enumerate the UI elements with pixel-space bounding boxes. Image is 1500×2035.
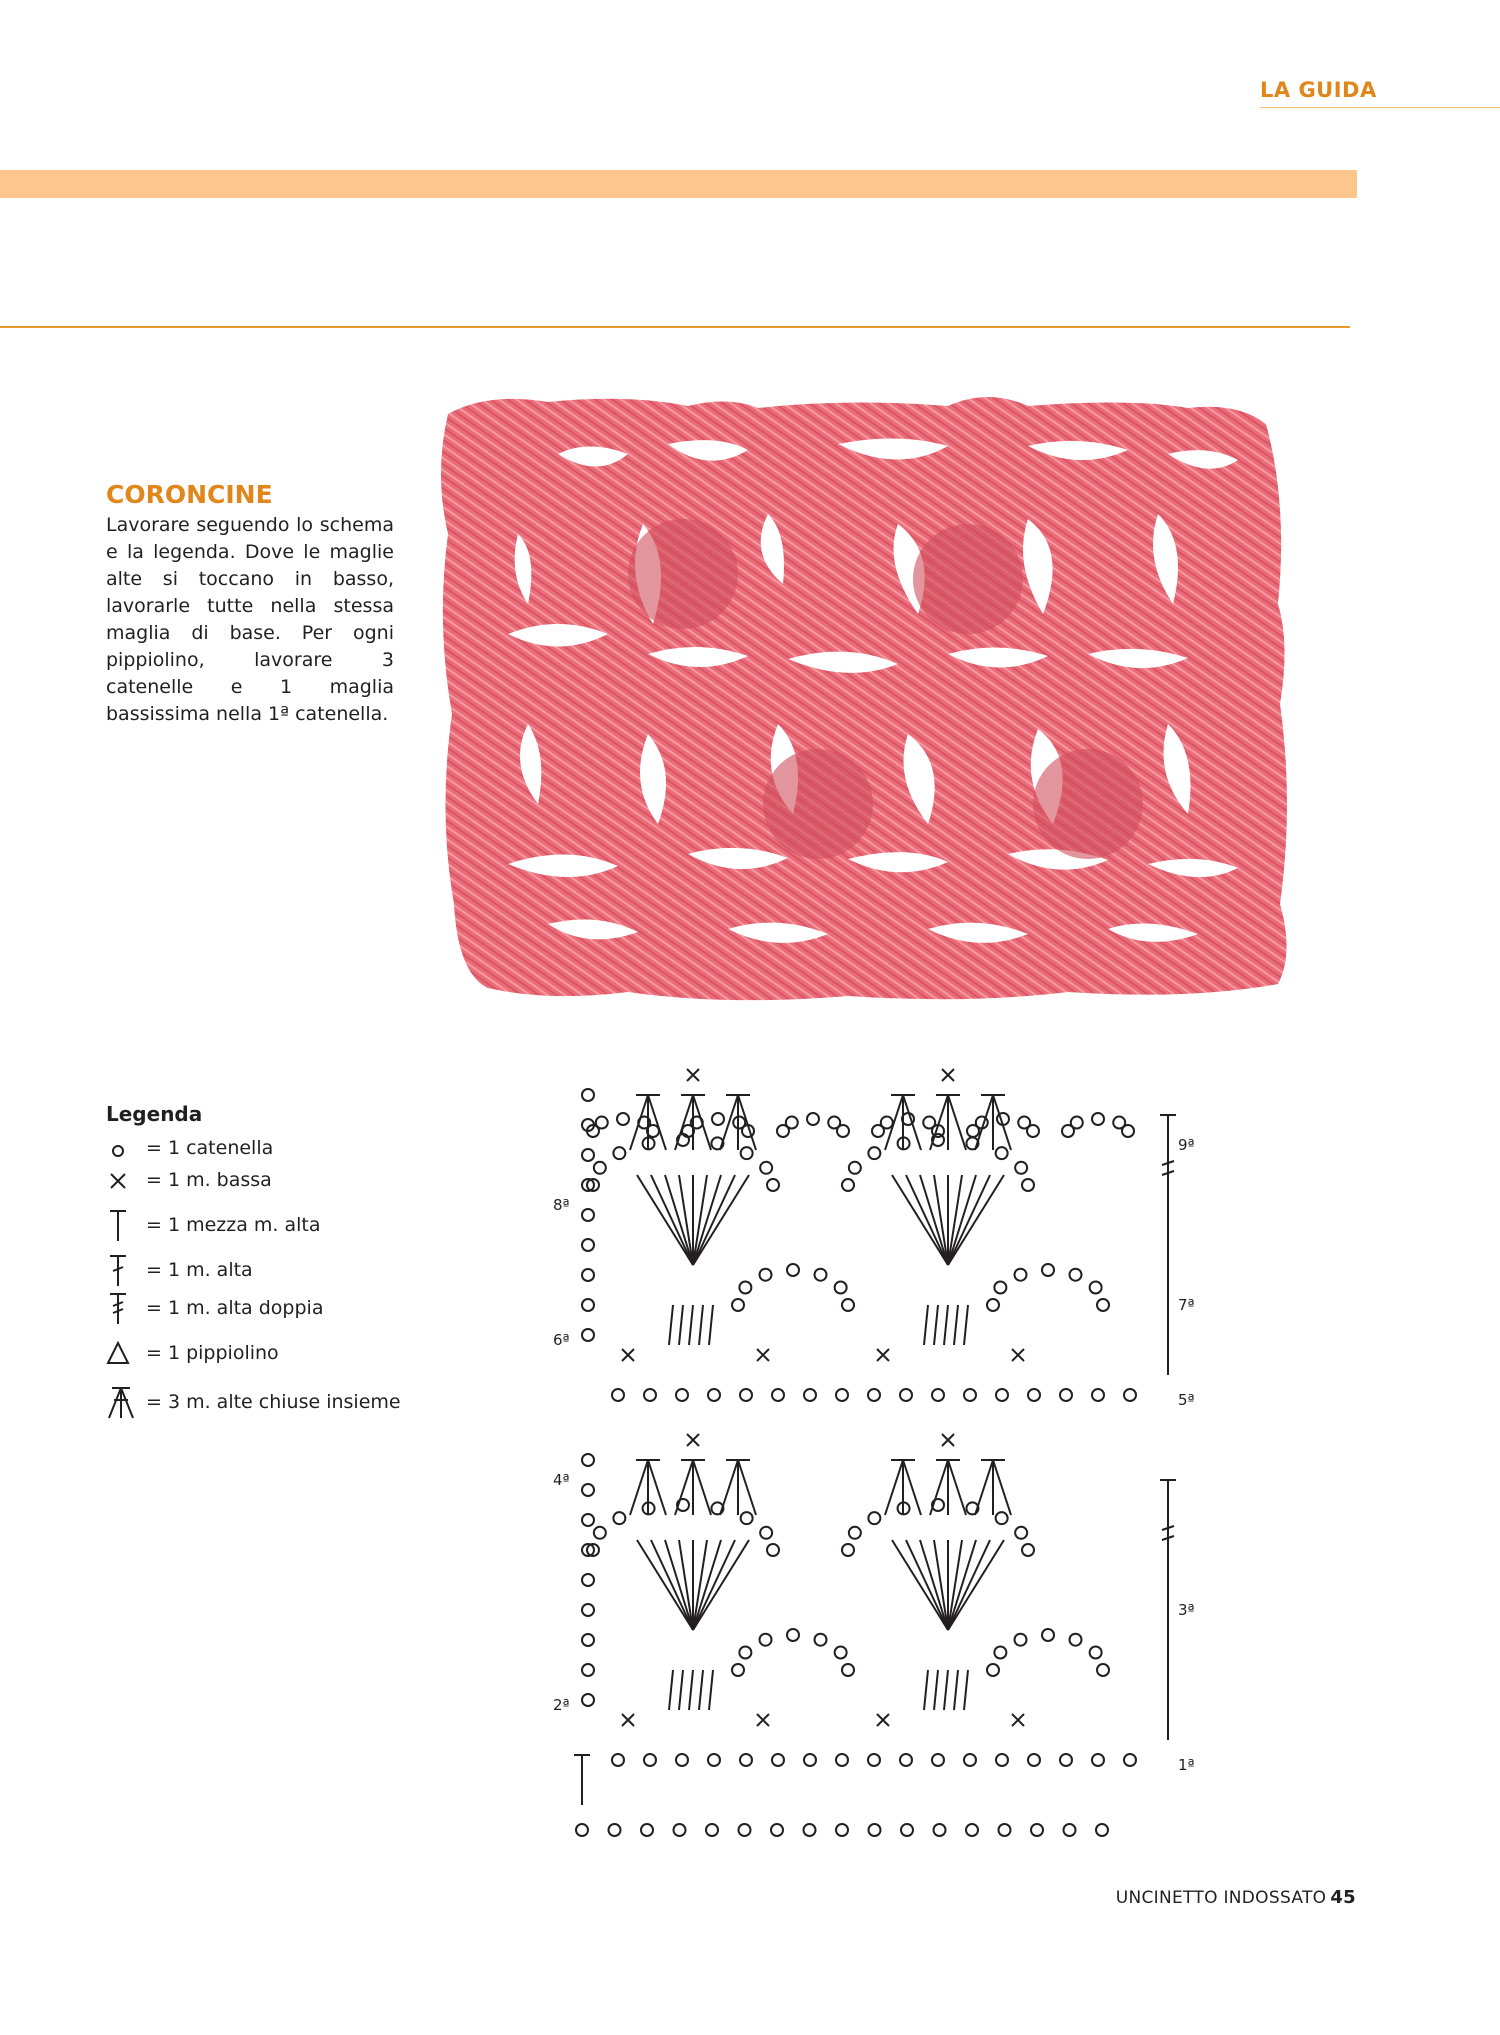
chart-chain-stitch [1015,1527,1027,1539]
chart-chain-stitch [582,1299,594,1311]
chart-post [964,1305,968,1345]
chart-chain-stitch [760,1269,772,1281]
chart-row-label: 3ª [1178,1601,1195,1619]
legend-label: = 1 m. alta doppia [146,1297,324,1319]
chart-chain-stitch [674,1824,686,1836]
chart-chain-stitch [964,1754,976,1766]
chart-chain-stitch [996,1147,1008,1159]
chart-chain-stitch [582,1454,594,1466]
chart-cluster-leg [903,1460,921,1515]
chart-chain-stitch [1096,1824,1108,1836]
chart-post [944,1305,948,1345]
chart-chain-stitch [612,1754,624,1766]
chart-row-label: 8ª [553,1196,570,1214]
chart-chain-stitch [613,1147,625,1159]
chart-chain-stitch [582,1514,594,1526]
chart-chain-stitch [901,1824,913,1836]
chart-post [689,1305,693,1345]
chart-chain-stitch [760,1634,772,1646]
chart-chain-stitch [900,1389,912,1401]
chart-post [934,1305,938,1345]
header-band [0,170,1357,198]
chart-fan-stitch [948,1540,1004,1630]
chart-fan-stitch [948,1540,976,1630]
chart-single-crochet [942,1069,954,1081]
chart-post [669,1305,673,1345]
chart-chain-stitch [868,1389,880,1401]
chart-chain-stitch [849,1527,861,1539]
chart-chain-stitch [582,1604,594,1616]
chart-chain-stitch [576,1824,588,1836]
chart-chain-stitch [1092,1389,1104,1401]
chart-chain-stitch [594,1162,606,1174]
section-tag: LA GUIDA [1260,78,1377,102]
chart-chain-stitch [835,1647,847,1659]
chart-single-crochet [687,1434,699,1446]
chart-post [689,1670,693,1710]
chart-fan-stitch [693,1540,721,1630]
chart-single-crochet [687,1069,699,1081]
magazine-name: UNCINETTO INDOSSATO [1115,1888,1327,1908]
chart-chain-stitch [732,1664,744,1676]
chart-chain-stitch [708,1389,720,1401]
chart-chain-stitch [712,1113,724,1125]
chart-chain-stitch [582,1149,594,1161]
chart-fan-stitch [665,1175,693,1265]
chart-chain-stitch [1027,1125,1039,1137]
chart-chain-stitch [1015,1269,1027,1281]
chart-chain-stitch [1031,1824,1043,1836]
chart-chain-stitch [835,1282,847,1294]
chart-fan-stitch [920,1175,948,1265]
chart-chain-stitch [842,1544,854,1556]
chart-post [709,1670,713,1710]
picot-icon [106,1335,140,1371]
chart-chain-stitch [804,1824,816,1836]
chain-stitch-icon [106,1130,140,1166]
chart-chain-stitch [609,1824,621,1836]
chart-chain-stitch [582,1329,594,1341]
chart-chain-stitch [739,1282,751,1294]
legend-label: = 1 mezza m. alta [146,1214,321,1236]
chart-fan-stitch [892,1540,948,1630]
chart-chain-stitch [1028,1389,1040,1401]
chart-chain-stitch [1097,1664,1109,1676]
chart-fan-stitch [665,1540,693,1630]
chart-single-crochet [877,1349,889,1361]
chart-chain-stitch [582,1209,594,1221]
chart-fan-stitch [693,1175,721,1265]
chart-chain-stitch [868,1512,880,1524]
chart-chain-stitch [996,1512,1008,1524]
chart-cluster-leg [720,1460,738,1515]
chart-chain-stitch [987,1664,999,1676]
legend-label: = 1 m. bassa [146,1169,272,1191]
chart-chain-stitch [932,1754,944,1766]
chart-fan-stitch [892,1175,948,1265]
half-double-crochet-icon [106,1207,140,1243]
pattern-title: CORONCINE [106,480,273,509]
chart-fan-stitch [637,1175,693,1265]
chart-chain-stitch [741,1147,753,1159]
chart-chain-stitch [767,1544,779,1556]
chart-chain-stitch [1042,1629,1054,1641]
chart-cluster-leg [930,1095,948,1150]
chart-chain-stitch [842,1179,854,1191]
legend-label: = 1 catenella [146,1137,274,1159]
crochet-swatch-photo [428,384,1308,1024]
chart-chain-stitch [1090,1282,1102,1294]
chart-chain-stitch [596,1117,608,1129]
legend-item-single-crochet [106,1162,272,1198]
chart-chain-stitch [836,1389,848,1401]
chart-chain-stitch [1092,1754,1104,1766]
chart-chain-stitch [740,1389,752,1401]
chart-chain-stitch [1122,1125,1134,1137]
chart-chain-stitch [676,1389,688,1401]
chart-chain-stitch [760,1527,772,1539]
crochet-chart [553,1105,1208,1855]
chart-fan-stitch [693,1540,749,1630]
chart-chain-stitch [994,1647,1006,1659]
chart-chain-stitch [786,1117,798,1129]
chart-chain-stitch [1022,1544,1034,1556]
chart-single-crochet [942,1434,954,1446]
chart-chain-stitch [739,1824,751,1836]
chart-chain-stitch [1028,1754,1040,1766]
chart-chain-stitch [869,1824,881,1836]
legend-item-dc3tog [106,1384,401,1420]
legend-item-treble [106,1290,323,1326]
chart-chain-stitch [1070,1269,1082,1281]
chart-chain-stitch [771,1824,783,1836]
chart-single-crochet [622,1714,634,1726]
chart-row-label: 7ª [1178,1296,1195,1314]
chart-post [954,1305,958,1345]
chart-chain-stitch [836,1754,848,1766]
chart-chain-stitch [641,1824,653,1836]
chart-post [934,1670,938,1710]
chart-chain-stitch [582,1089,594,1101]
chart-chain-stitch [849,1162,861,1174]
chart-single-crochet [757,1349,769,1361]
chart-chain-stitch [612,1389,624,1401]
chart-post [679,1305,683,1345]
chart-cluster-leg [948,1460,966,1515]
chart-chain-stitch [1022,1179,1034,1191]
chart-single-crochet [757,1714,769,1726]
chart-chain-stitch [987,1299,999,1311]
chart-fan-stitch [948,1175,1004,1265]
legend-item-double [106,1252,253,1288]
chart-chain-stitch [582,1664,594,1676]
chart-fan-stitch [637,1540,693,1630]
chart-chain-stitch [617,1113,629,1125]
chart-chain-stitch [932,1389,944,1401]
chart-chain-stitch [1124,1754,1136,1766]
chart-cluster-leg [975,1460,993,1515]
chart-chain-stitch [804,1389,816,1401]
legend-label: = 1 m. alta [146,1259,253,1281]
chart-chain-stitch [837,1125,849,1137]
page-footer [1116,1887,1356,1908]
chart-chain-stitch [807,1113,819,1125]
pattern-instructions: Lavorare seguendo lo schema e la legenda. Dove le maglie alte si toccano in basso, lavorarle tutte nella stessa maglia di base. Per ogni pippiolino, lavorare 3 catenelle e 1 maglia bassissima nella 1ª catenella. [106,514,394,725]
chart-chain-stitch [740,1754,752,1766]
chart-cluster-leg [993,1460,1011,1515]
chart-post [699,1305,703,1345]
chart-fan-stitch [948,1175,976,1265]
chart-chain-stitch [804,1754,816,1766]
legend-item-picot [106,1335,279,1371]
chart-chain-stitch [1060,1389,1072,1401]
chart-chain-stitch [787,1264,799,1276]
chart-chain-stitch [582,1574,594,1586]
section-tag-rule [1260,107,1500,108]
chart-chain-stitch [842,1664,854,1676]
chart-chain-stitch [613,1512,625,1524]
chart-single-crochet [1012,1349,1024,1361]
chart-chain-stitch [994,1282,1006,1294]
chart-row-label: 4ª [553,1471,570,1489]
chart-row-label: 5ª [1178,1391,1195,1409]
chart-post [699,1670,703,1710]
chart-chain-stitch [1064,1824,1076,1836]
chart-chain-stitch [739,1647,751,1659]
legend-item-half-double [106,1207,321,1243]
chart-cluster-leg [675,1460,693,1515]
chart-chain-stitch [1015,1162,1027,1174]
legend-item-chain [106,1130,273,1166]
chart-cluster-leg [885,1460,903,1515]
chart-chain-stitch [881,1117,893,1129]
chart-chain-stitch [1042,1264,1054,1276]
chart-post [709,1305,713,1345]
chart-cluster-leg [948,1095,966,1150]
chart-post [964,1670,968,1710]
chart-chain-stitch [582,1484,594,1496]
chart-chain-stitch [999,1824,1011,1836]
chart-row-label: 2ª [553,1696,570,1714]
chart-chain-stitch [934,1824,946,1836]
chart-single-crochet [1012,1714,1024,1726]
chart-chain-stitch [996,1754,1008,1766]
chart-chain-stitch [582,1269,594,1281]
chart-chain-stitch [676,1754,688,1766]
chart-post [679,1670,683,1710]
chart-chain-stitch [842,1299,854,1311]
chart-chain-stitch [836,1824,848,1836]
double-crochet-icon [106,1252,140,1288]
chart-chain-stitch [644,1754,656,1766]
chart-chain-stitch [1070,1634,1082,1646]
chart-chain-stitch [760,1162,772,1174]
legend-title: Legenda [106,1102,203,1126]
chart-chain-stitch [900,1754,912,1766]
chart-chain-stitch [582,1239,594,1251]
chart-chain-stitch [706,1824,718,1836]
chart-post [924,1670,928,1710]
chart-chain-stitch [1092,1113,1104,1125]
chart-chain-stitch [1097,1299,1109,1311]
chart-chain-stitch [815,1634,827,1646]
chart-chain-stitch [966,1824,978,1836]
chart-single-crochet [877,1714,889,1726]
chart-cluster-leg [648,1460,666,1515]
chart-chain-stitch [772,1389,784,1401]
chart-chain-stitch [964,1389,976,1401]
chart-post [954,1670,958,1710]
chart-chain-stitch [772,1754,784,1766]
chart-chain-stitch [815,1269,827,1281]
chart-chain-stitch [868,1754,880,1766]
chart-cluster-leg [738,1460,756,1515]
chart-chain-stitch [1090,1647,1102,1659]
chart-post [944,1670,948,1710]
chart-chain-stitch [787,1629,799,1641]
chart-chain-stitch [644,1389,656,1401]
chart-cluster-leg [885,1095,903,1150]
treble-crochet-icon [106,1290,140,1326]
chart-chain-stitch [1071,1117,1083,1129]
chart-cluster-leg [930,1460,948,1515]
chart-single-crochet [622,1349,634,1361]
chart-chain-stitch [594,1527,606,1539]
single-crochet-icon [106,1162,140,1198]
header-rule [0,326,1350,328]
chart-row-label: 6ª [553,1331,570,1349]
legend-label: = 1 pippiolino [146,1342,279,1364]
dc3tog-icon [106,1384,140,1420]
chart-chain-stitch [582,1694,594,1706]
chart-chain-stitch [582,1634,594,1646]
chart-post [669,1670,673,1710]
chart-fan-stitch [920,1540,948,1630]
chart-chain-stitch [741,1512,753,1524]
chart-chain-stitch [1124,1389,1136,1401]
chart-chain-stitch [1060,1754,1072,1766]
chart-post [924,1305,928,1345]
chart-chain-stitch [708,1754,720,1766]
chart-cluster-leg [630,1460,648,1515]
chart-chain-stitch [868,1147,880,1159]
chart-chain-stitch [1015,1634,1027,1646]
page-number: 45 [1330,1887,1356,1908]
chart-row-label: 1ª [1178,1756,1195,1774]
chart-chain-stitch [767,1179,779,1191]
chart-fan-stitch [693,1175,749,1265]
chart-cluster-leg [738,1095,756,1150]
chart-chain-stitch [732,1299,744,1311]
chart-chain-stitch [996,1389,1008,1401]
chart-cluster-leg [693,1460,711,1515]
chart-row-label: 9ª [1178,1136,1195,1154]
chart-cluster-leg [975,1095,993,1150]
legend-label: = 3 m. alte chiuse insieme [146,1391,401,1413]
